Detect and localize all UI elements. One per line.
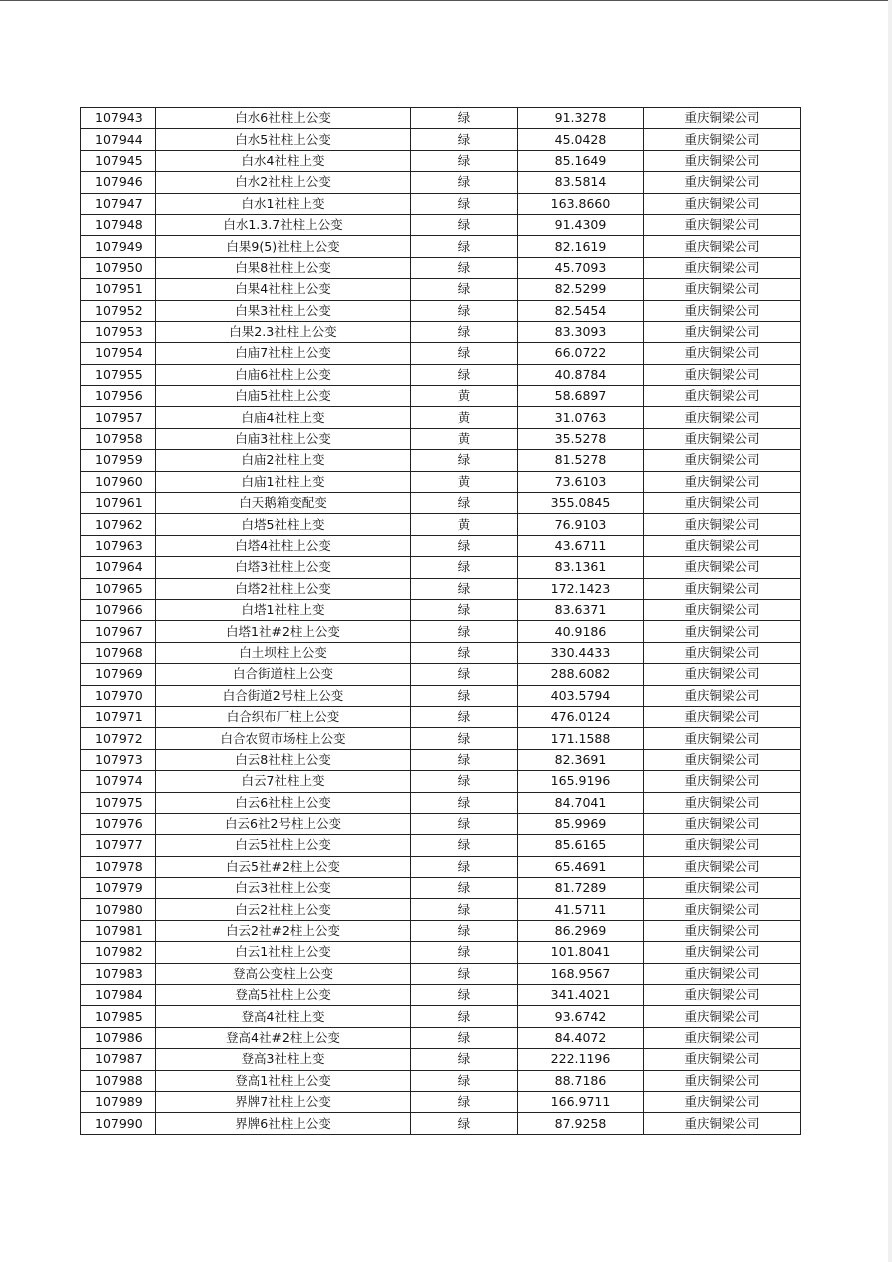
- transformer-id-cell: 107982: [81, 942, 156, 963]
- transformer-name-cell: 白云5社柱上公变: [156, 835, 411, 856]
- transformer-id-cell: 107957: [81, 407, 156, 428]
- value-cell: 288.6082: [518, 664, 644, 685]
- table-row: [81, 899, 801, 920]
- table-row: [81, 985, 801, 1006]
- company-cell: 重庆铜梁公司: [644, 1091, 801, 1112]
- transformer-id-cell: 107969: [81, 664, 156, 685]
- status-cell: 绿: [411, 150, 518, 171]
- transformer-name-cell: 登高1社柱上公变: [156, 1070, 411, 1091]
- transformer-id-cell: 107954: [81, 343, 156, 364]
- transformer-id-cell: 107944: [81, 129, 156, 150]
- transformer-id-cell: 107972: [81, 728, 156, 749]
- table-row: [81, 1070, 801, 1091]
- transformer-name-cell: 界牌7社柱上公变: [156, 1091, 411, 1112]
- transformer-id-cell: 107979: [81, 878, 156, 899]
- table-row: [81, 471, 801, 492]
- status-cell: 绿: [411, 942, 518, 963]
- company-cell: 重庆铜梁公司: [644, 599, 801, 620]
- company-cell: 重庆铜梁公司: [644, 642, 801, 663]
- table-body: [81, 108, 801, 1135]
- table-row: [81, 364, 801, 385]
- value-cell: 222.1196: [518, 1049, 644, 1070]
- transformer-name-cell: 白水2社柱上公变: [156, 172, 411, 193]
- company-cell: 重庆铜梁公司: [644, 813, 801, 834]
- value-cell: 84.7041: [518, 792, 644, 813]
- transformer-id-cell: 107978: [81, 856, 156, 877]
- transformer-id-cell: 107973: [81, 749, 156, 770]
- table-row: [81, 685, 801, 706]
- status-cell: 绿: [411, 1027, 518, 1048]
- transformer-name-cell: 白云7社柱上变: [156, 771, 411, 792]
- transformer-id-cell: 107950: [81, 257, 156, 278]
- company-cell: 重庆铜梁公司: [644, 321, 801, 342]
- table-row: [81, 1027, 801, 1048]
- status-cell: 绿: [411, 835, 518, 856]
- transformer-id-cell: 107967: [81, 621, 156, 642]
- value-cell: 85.1649: [518, 150, 644, 171]
- transformer-name-cell: 白土坝柱上公变: [156, 642, 411, 663]
- status-cell: 绿: [411, 920, 518, 941]
- value-cell: 82.5454: [518, 300, 644, 321]
- transformer-id-cell: 107985: [81, 1006, 156, 1027]
- transformer-name-cell: 白合织布厂柱上公变: [156, 706, 411, 727]
- value-cell: 83.6371: [518, 599, 644, 620]
- transformer-name-cell: 白云6社柱上公变: [156, 792, 411, 813]
- transformer-table: [80, 107, 801, 1135]
- company-cell: 重庆铜梁公司: [644, 364, 801, 385]
- value-cell: 85.6165: [518, 835, 644, 856]
- status-cell: 绿: [411, 728, 518, 749]
- value-cell: 43.6711: [518, 535, 644, 556]
- table-row: [81, 706, 801, 727]
- company-cell: 重庆铜梁公司: [644, 193, 801, 214]
- status-cell: 绿: [411, 535, 518, 556]
- status-cell: 绿: [411, 685, 518, 706]
- value-cell: 165.9196: [518, 771, 644, 792]
- value-cell: 91.4309: [518, 214, 644, 235]
- table-row: [81, 557, 801, 578]
- transformer-name-cell: 白水1.3.7社柱上公变: [156, 214, 411, 235]
- transformer-name-cell: 白庙5社柱上公变: [156, 386, 411, 407]
- transformer-name-cell: 白云8社柱上公变: [156, 749, 411, 770]
- status-cell: 绿: [411, 899, 518, 920]
- status-cell: 绿: [411, 1049, 518, 1070]
- value-cell: 166.9711: [518, 1091, 644, 1112]
- value-cell: 330.4433: [518, 642, 644, 663]
- status-cell: 黄: [411, 471, 518, 492]
- transformer-id-cell: 107968: [81, 642, 156, 663]
- page-top-border: [0, 0, 892, 1]
- value-cell: 87.9258: [518, 1113, 644, 1134]
- transformer-name-cell: 白云2社#2柱上公变: [156, 920, 411, 941]
- page-right-margin: [888, 0, 892, 1262]
- company-cell: 重庆铜梁公司: [644, 172, 801, 193]
- value-cell: 40.9186: [518, 621, 644, 642]
- company-cell: 重庆铜梁公司: [644, 557, 801, 578]
- status-cell: 绿: [411, 129, 518, 150]
- status-cell: 绿: [411, 664, 518, 685]
- company-cell: 重庆铜梁公司: [644, 856, 801, 877]
- transformer-name-cell: 白塔5社柱上变: [156, 514, 411, 535]
- transformer-id-cell: 107949: [81, 236, 156, 257]
- table-row: [81, 321, 801, 342]
- company-cell: 重庆铜梁公司: [644, 621, 801, 642]
- value-cell: 45.0428: [518, 129, 644, 150]
- transformer-name-cell: 白合街道2号柱上公变: [156, 685, 411, 706]
- status-cell: 绿: [411, 642, 518, 663]
- company-cell: 重庆铜梁公司: [644, 214, 801, 235]
- table-row: [81, 129, 801, 150]
- table-row: [81, 386, 801, 407]
- table-row: [81, 493, 801, 514]
- transformer-name-cell: 登高4社#2柱上公变: [156, 1027, 411, 1048]
- table-row: [81, 1113, 801, 1134]
- transformer-id-cell: 107981: [81, 920, 156, 941]
- transformer-name-cell: 白云3社柱上公变: [156, 878, 411, 899]
- status-cell: 绿: [411, 813, 518, 834]
- company-cell: 重庆铜梁公司: [644, 407, 801, 428]
- transformer-name-cell: 白云1社柱上公变: [156, 942, 411, 963]
- transformer-id-cell: 107970: [81, 685, 156, 706]
- value-cell: 83.1361: [518, 557, 644, 578]
- transformer-id-cell: 107955: [81, 364, 156, 385]
- status-cell: 绿: [411, 450, 518, 471]
- table-row: [81, 1006, 801, 1027]
- value-cell: 83.5814: [518, 172, 644, 193]
- transformer-id-cell: 107951: [81, 279, 156, 300]
- transformer-name-cell: 白合街道柱上公变: [156, 664, 411, 685]
- status-cell: 黄: [411, 407, 518, 428]
- transformer-name-cell: 白塔2社柱上公变: [156, 578, 411, 599]
- status-cell: 黄: [411, 514, 518, 535]
- status-cell: 绿: [411, 300, 518, 321]
- value-cell: 81.5278: [518, 450, 644, 471]
- company-cell: 重庆铜梁公司: [644, 749, 801, 770]
- table-row: [81, 535, 801, 556]
- company-cell: 重庆铜梁公司: [644, 1006, 801, 1027]
- transformer-id-cell: 107974: [81, 771, 156, 792]
- status-cell: 绿: [411, 749, 518, 770]
- transformer-name-cell: 白塔4社柱上公变: [156, 535, 411, 556]
- table-row: [81, 621, 801, 642]
- status-cell: 绿: [411, 578, 518, 599]
- table-row: [81, 172, 801, 193]
- value-cell: 341.4021: [518, 985, 644, 1006]
- company-cell: 重庆铜梁公司: [644, 835, 801, 856]
- transformer-name-cell: 白云5社#2柱上公变: [156, 856, 411, 877]
- transformer-name-cell: 白庙7社柱上公变: [156, 343, 411, 364]
- transformer-name-cell: 登高公变柱上公变: [156, 963, 411, 984]
- transformer-name-cell: 白塔3社柱上公变: [156, 557, 411, 578]
- transformer-id-cell: 107988: [81, 1070, 156, 1091]
- table-row: [81, 514, 801, 535]
- company-cell: 重庆铜梁公司: [644, 920, 801, 941]
- value-cell: 91.3278: [518, 108, 644, 129]
- table-row: [81, 920, 801, 941]
- transformer-name-cell: 登高3社柱上变: [156, 1049, 411, 1070]
- value-cell: 355.0845: [518, 493, 644, 514]
- transformer-name-cell: 白云6社2号柱上公变: [156, 813, 411, 834]
- value-cell: 31.0763: [518, 407, 644, 428]
- transformer-id-cell: 107960: [81, 471, 156, 492]
- status-cell: 绿: [411, 856, 518, 877]
- table-row: [81, 150, 801, 171]
- value-cell: 73.6103: [518, 471, 644, 492]
- status-cell: 绿: [411, 321, 518, 342]
- transformer-name-cell: 白果2.3社柱上公变: [156, 321, 411, 342]
- transformer-id-cell: 107987: [81, 1049, 156, 1070]
- value-cell: 66.0722: [518, 343, 644, 364]
- company-cell: 重庆铜梁公司: [644, 728, 801, 749]
- transformer-id-cell: 107965: [81, 578, 156, 599]
- company-cell: 重庆铜梁公司: [644, 236, 801, 257]
- company-cell: 重庆铜梁公司: [644, 257, 801, 278]
- value-cell: 40.8784: [518, 364, 644, 385]
- transformer-id-cell: 107947: [81, 193, 156, 214]
- table-row: [81, 749, 801, 770]
- transformer-id-cell: 107964: [81, 557, 156, 578]
- status-cell: 绿: [411, 985, 518, 1006]
- table-row: [81, 856, 801, 877]
- value-cell: 476.0124: [518, 706, 644, 727]
- status-cell: 绿: [411, 792, 518, 813]
- company-cell: 重庆铜梁公司: [644, 706, 801, 727]
- status-cell: 绿: [411, 878, 518, 899]
- company-cell: 重庆铜梁公司: [644, 1027, 801, 1048]
- transformer-id-cell: 107948: [81, 214, 156, 235]
- status-cell: 绿: [411, 108, 518, 129]
- status-cell: 绿: [411, 963, 518, 984]
- company-cell: 重庆铜梁公司: [644, 899, 801, 920]
- table-row: [81, 450, 801, 471]
- table-row: [81, 835, 801, 856]
- transformer-id-cell: 107989: [81, 1091, 156, 1112]
- table-row: [81, 343, 801, 364]
- transformer-name-cell: 白果3社柱上公变: [156, 300, 411, 321]
- transformer-name-cell: 白天鹅箱变配变: [156, 493, 411, 514]
- company-cell: 重庆铜梁公司: [644, 386, 801, 407]
- transformer-id-cell: 107961: [81, 493, 156, 514]
- company-cell: 重庆铜梁公司: [644, 664, 801, 685]
- table-row: [81, 771, 801, 792]
- company-cell: 重庆铜梁公司: [644, 279, 801, 300]
- transformer-id-cell: 107943: [81, 108, 156, 129]
- table-row: [81, 300, 801, 321]
- transformer-name-cell: 白云2社柱上公变: [156, 899, 411, 920]
- transformer-id-cell: 107984: [81, 985, 156, 1006]
- table-row: [81, 664, 801, 685]
- status-cell: 绿: [411, 257, 518, 278]
- transformer-id-cell: 107962: [81, 514, 156, 535]
- transformer-id-cell: 107956: [81, 386, 156, 407]
- table-row: [81, 963, 801, 984]
- value-cell: 172.1423: [518, 578, 644, 599]
- transformer-name-cell: 白庙2社柱上变: [156, 450, 411, 471]
- transformer-name-cell: 白庙6社柱上公变: [156, 364, 411, 385]
- transformer-id-cell: 107976: [81, 813, 156, 834]
- value-cell: 45.7093: [518, 257, 644, 278]
- table-row: [81, 236, 801, 257]
- value-cell: 85.9969: [518, 813, 644, 834]
- value-cell: 168.9567: [518, 963, 644, 984]
- company-cell: 重庆铜梁公司: [644, 300, 801, 321]
- status-cell: 绿: [411, 364, 518, 385]
- company-cell: 重庆铜梁公司: [644, 792, 801, 813]
- transformer-id-cell: 107959: [81, 450, 156, 471]
- value-cell: 86.2969: [518, 920, 644, 941]
- transformer-name-cell: 白庙3社柱上公变: [156, 428, 411, 449]
- company-cell: 重庆铜梁公司: [644, 535, 801, 556]
- company-cell: 重庆铜梁公司: [644, 878, 801, 899]
- company-cell: 重庆铜梁公司: [644, 578, 801, 599]
- status-cell: 绿: [411, 279, 518, 300]
- transformer-id-cell: 107977: [81, 835, 156, 856]
- transformer-id-cell: 107945: [81, 150, 156, 171]
- status-cell: 绿: [411, 599, 518, 620]
- transformer-name-cell: 白果4社柱上公变: [156, 279, 411, 300]
- company-cell: 重庆铜梁公司: [644, 514, 801, 535]
- table-row: [81, 214, 801, 235]
- value-cell: 81.7289: [518, 878, 644, 899]
- status-cell: 绿: [411, 1113, 518, 1134]
- transformer-name-cell: 白果8社柱上公变: [156, 257, 411, 278]
- table-row: [81, 813, 801, 834]
- transformer-id-cell: 107953: [81, 321, 156, 342]
- status-cell: 绿: [411, 343, 518, 364]
- transformer-id-cell: 107952: [81, 300, 156, 321]
- transformer-name-cell: 白水4社柱上变: [156, 150, 411, 171]
- company-cell: 重庆铜梁公司: [644, 942, 801, 963]
- table-row: [81, 642, 801, 663]
- status-cell: 绿: [411, 172, 518, 193]
- transformer-name-cell: 白水6社柱上公变: [156, 108, 411, 129]
- status-cell: 绿: [411, 557, 518, 578]
- status-cell: 绿: [411, 214, 518, 235]
- transformer-name-cell: 白庙4社柱上变: [156, 407, 411, 428]
- status-cell: 黄: [411, 386, 518, 407]
- table-row: [81, 728, 801, 749]
- transformer-id-cell: 107986: [81, 1027, 156, 1048]
- transformer-id-cell: 107975: [81, 792, 156, 813]
- value-cell: 403.5794: [518, 685, 644, 706]
- value-cell: 84.4072: [518, 1027, 644, 1048]
- table-row: [81, 1091, 801, 1112]
- status-cell: 黄: [411, 428, 518, 449]
- status-cell: 绿: [411, 193, 518, 214]
- value-cell: 76.9103: [518, 514, 644, 535]
- company-cell: 重庆铜梁公司: [644, 1070, 801, 1091]
- table-row: [81, 578, 801, 599]
- table-row: [81, 279, 801, 300]
- transformer-id-cell: 107990: [81, 1113, 156, 1134]
- transformer-name-cell: 登高4社柱上变: [156, 1006, 411, 1027]
- status-cell: 绿: [411, 771, 518, 792]
- transformer-id-cell: 107971: [81, 706, 156, 727]
- company-cell: 重庆铜梁公司: [644, 1049, 801, 1070]
- value-cell: 82.3691: [518, 749, 644, 770]
- table-row: [81, 878, 801, 899]
- transformer-name-cell: 界牌6社柱上公变: [156, 1113, 411, 1134]
- value-cell: 88.7186: [518, 1070, 644, 1091]
- company-cell: 重庆铜梁公司: [644, 1113, 801, 1134]
- transformer-name-cell: 白塔1社柱上变: [156, 599, 411, 620]
- value-cell: 65.4691: [518, 856, 644, 877]
- status-cell: 绿: [411, 493, 518, 514]
- company-cell: 重庆铜梁公司: [644, 963, 801, 984]
- transformer-name-cell: 白果9(5)社柱上公变: [156, 236, 411, 257]
- value-cell: 82.5299: [518, 279, 644, 300]
- company-cell: 重庆铜梁公司: [644, 771, 801, 792]
- table-row: [81, 792, 801, 813]
- transformer-name-cell: 白庙1社柱上变: [156, 471, 411, 492]
- value-cell: 82.1619: [518, 236, 644, 257]
- value-cell: 58.6897: [518, 386, 644, 407]
- transformer-name-cell: 登高5社柱上公变: [156, 985, 411, 1006]
- status-cell: 绿: [411, 621, 518, 642]
- transformer-id-cell: 107983: [81, 963, 156, 984]
- transformer-id-cell: 107966: [81, 599, 156, 620]
- transformer-name-cell: 白合农贸市场柱上公变: [156, 728, 411, 749]
- company-cell: 重庆铜梁公司: [644, 685, 801, 706]
- company-cell: 重庆铜梁公司: [644, 343, 801, 364]
- company-cell: 重庆铜梁公司: [644, 450, 801, 471]
- table-row: [81, 193, 801, 214]
- value-cell: 41.5711: [518, 899, 644, 920]
- value-cell: 101.8041: [518, 942, 644, 963]
- table-row: [81, 108, 801, 129]
- table-row: [81, 942, 801, 963]
- company-cell: 重庆铜梁公司: [644, 985, 801, 1006]
- table-row: [81, 599, 801, 620]
- value-cell: 163.8660: [518, 193, 644, 214]
- transformer-name-cell: 白水1社柱上变: [156, 193, 411, 214]
- company-cell: 重庆铜梁公司: [644, 493, 801, 514]
- company-cell: 重庆铜梁公司: [644, 150, 801, 171]
- status-cell: 绿: [411, 236, 518, 257]
- value-cell: 35.5278: [518, 428, 644, 449]
- transformer-name-cell: 白塔1社#2柱上公变: [156, 621, 411, 642]
- transformer-id-cell: 107980: [81, 899, 156, 920]
- company-cell: 重庆铜梁公司: [644, 129, 801, 150]
- transformer-id-cell: 107963: [81, 535, 156, 556]
- value-cell: 171.1588: [518, 728, 644, 749]
- company-cell: 重庆铜梁公司: [644, 428, 801, 449]
- table-row: [81, 1049, 801, 1070]
- value-cell: 93.6742: [518, 1006, 644, 1027]
- transformer-id-cell: 107946: [81, 172, 156, 193]
- transformer-name-cell: 白水5社柱上公变: [156, 129, 411, 150]
- company-cell: 重庆铜梁公司: [644, 108, 801, 129]
- status-cell: 绿: [411, 1070, 518, 1091]
- table-row: [81, 257, 801, 278]
- value-cell: 83.3093: [518, 321, 644, 342]
- transformer-id-cell: 107958: [81, 428, 156, 449]
- status-cell: 绿: [411, 1006, 518, 1027]
- table-row: [81, 428, 801, 449]
- company-cell: 重庆铜梁公司: [644, 471, 801, 492]
- status-cell: 绿: [411, 1091, 518, 1112]
- table-row: [81, 407, 801, 428]
- status-cell: 绿: [411, 706, 518, 727]
